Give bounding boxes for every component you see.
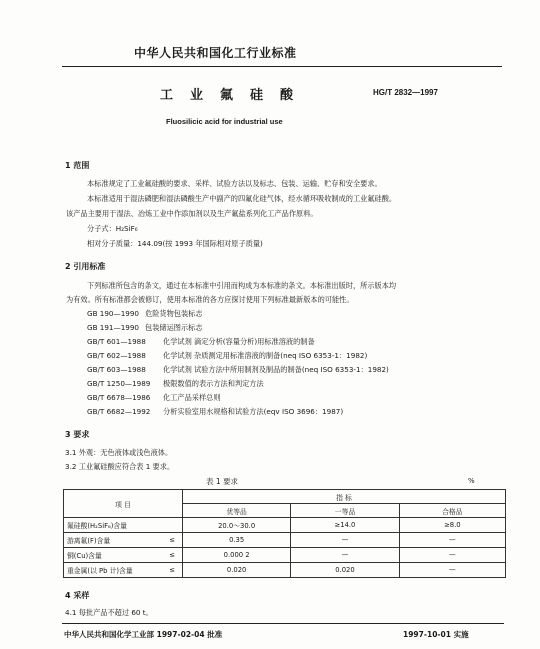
approval-statement: 中华人民共和国化学工业部 1997-02-04 批准 [64,630,223,639]
row-item-name: 游离氟(F)含量 [64,533,163,548]
row-value: — [291,548,399,563]
row-value: 0.35 [182,533,290,548]
section-1-paragraph: 本标准规定了工业氟硅酸的要求、采样、试验方法以及标志、包装、运输、贮存和安全要求。 [87,179,382,188]
row-value: 0.020 [182,563,290,578]
row-value: ≥14.0 [291,518,399,533]
index-header: 指 标 [182,490,505,504]
row-value: 20.0～30.0 [182,518,290,533]
row-value: — [399,533,505,548]
table-unit: % [468,477,475,485]
grade-header: 优等品 [182,504,290,518]
document-title: 工业氟硅酸 [160,88,311,103]
row-value: 0.020 [291,563,399,578]
table-row [64,548,506,563]
grade-header: 合格品 [399,504,505,518]
reference-code: GB/T 1250—1989 [87,379,151,388]
section-2-paragraph: 为有效。所有标准都会被修订，使用本标准的各方应探讨使用下列标准最新版本的可能性。 [66,295,354,304]
reference-title: 极限数值的表示方法和判定方法 [163,379,264,388]
molecular-mass: 相对分子质量：144.09(按 1993 年国际相对原子质量) [87,239,263,248]
section-3-heading: 3 要求 [65,430,90,439]
section-1-paragraph: 该产品主要用于湿法、冶炼工业中作添加剂以及生产氟盐系列化工产品作原料。 [66,209,318,218]
section-4-heading: 4 采样 [65,591,90,600]
row-value: 0.000 2 [182,548,290,563]
row-comparator: ≤ [162,533,182,548]
header-rule [62,66,502,67]
reference-code: GB 190—1990 [87,309,139,318]
item-header: 项 目 [64,490,183,518]
reference-code: GB/T 602—1988 [87,351,146,360]
row-value: ≥8.0 [399,518,505,533]
reference-standard [87,322,203,334]
row-item-name: 重金属(以 Pb 计)含量 [64,563,163,578]
row-value: — [291,533,399,548]
row-value: — [399,548,505,563]
table-row [64,563,506,578]
grade-header: 一等品 [291,504,399,518]
implementation-date: 1997-10-01 实施 [403,630,469,639]
reference-standard [87,378,264,390]
reference-title: 包装储运图示标志 [145,323,203,332]
reference-standard [87,364,389,376]
section-2-paragraph: 下列标准所包含的条文，通过在本标准中引用而构成为本标准的条文。本标准出版时，所示版本均 [87,281,397,290]
reference-standard [87,392,221,404]
section-3-paragraph: 3.1 外观：无色液体或浅色液体。 [65,448,173,457]
row-value: — [399,563,505,578]
reference-title: 化工产品采样总则 [163,393,221,402]
reference-code: GB 191—1990 [87,323,139,332]
row-item-name: 氟硅酸(H₂SiF₆)含量 [64,518,163,533]
table-row [64,533,506,548]
reference-code: GB/T 603—1988 [87,365,146,374]
section-1-paragraph: 本标准适用于湿法磷肥和湿法磷酸生产中副产的四氟化硅气体，经水循环吸收制成的工业氟硅酸。 [87,194,397,203]
reference-standard [87,336,315,348]
row-item-name: 铜(Cu)含量 [64,548,163,563]
reference-standard [87,406,343,418]
section-4-paragraph: 4.1 每批产品不超过 60 t。 [65,608,153,617]
reference-title: 化学试剂 试验方法中所用制剂及制品的制备(neq ISO 6353-1：1982) [163,365,389,374]
reference-title: 分析实验室用水规格和试验方法(eqv ISO 3696：1987) [163,407,344,416]
molecular-formula: 分子式：H₂SiF₆ [87,224,138,233]
row-comparator: ≤ [162,548,182,563]
issuing-organization: 中华人民共和国化工行业标准 [134,46,297,60]
requirements-table [63,489,506,578]
standard-code: HG/T 2832—1997 [373,88,438,97]
reference-standard [87,350,367,362]
section-2-heading: 2 引用标准 [65,262,106,271]
table-caption: 表 1 要求 [206,477,239,486]
table-row [64,518,506,533]
reference-title: 化学试剂 滴定分析(容量分析)用标准溶液的制备 [163,337,315,346]
table-header-row [64,490,506,504]
reference-title: 化学试剂 杂质测定用标准溶液的制备(neq ISO 6353-1：1982) [163,351,368,360]
row-comparator: ≤ [162,563,182,578]
footer-rule [62,623,504,624]
row-comparator [162,518,182,533]
reference-code: GB/T 6678—1986 [87,393,151,402]
section-1-heading: 1 范围 [65,161,90,170]
section-3-paragraph: 3.2 工业氟硅酸应符合表 1 要求。 [65,462,175,471]
reference-title: 危险货物包装标志 [145,309,203,318]
reference-standard [87,308,203,320]
reference-code: GB/T 601—1988 [87,337,146,346]
document-title-english: Fluosilicic acid for industrial use [166,117,283,126]
reference-code: GB/T 6682—1992 [87,407,151,416]
